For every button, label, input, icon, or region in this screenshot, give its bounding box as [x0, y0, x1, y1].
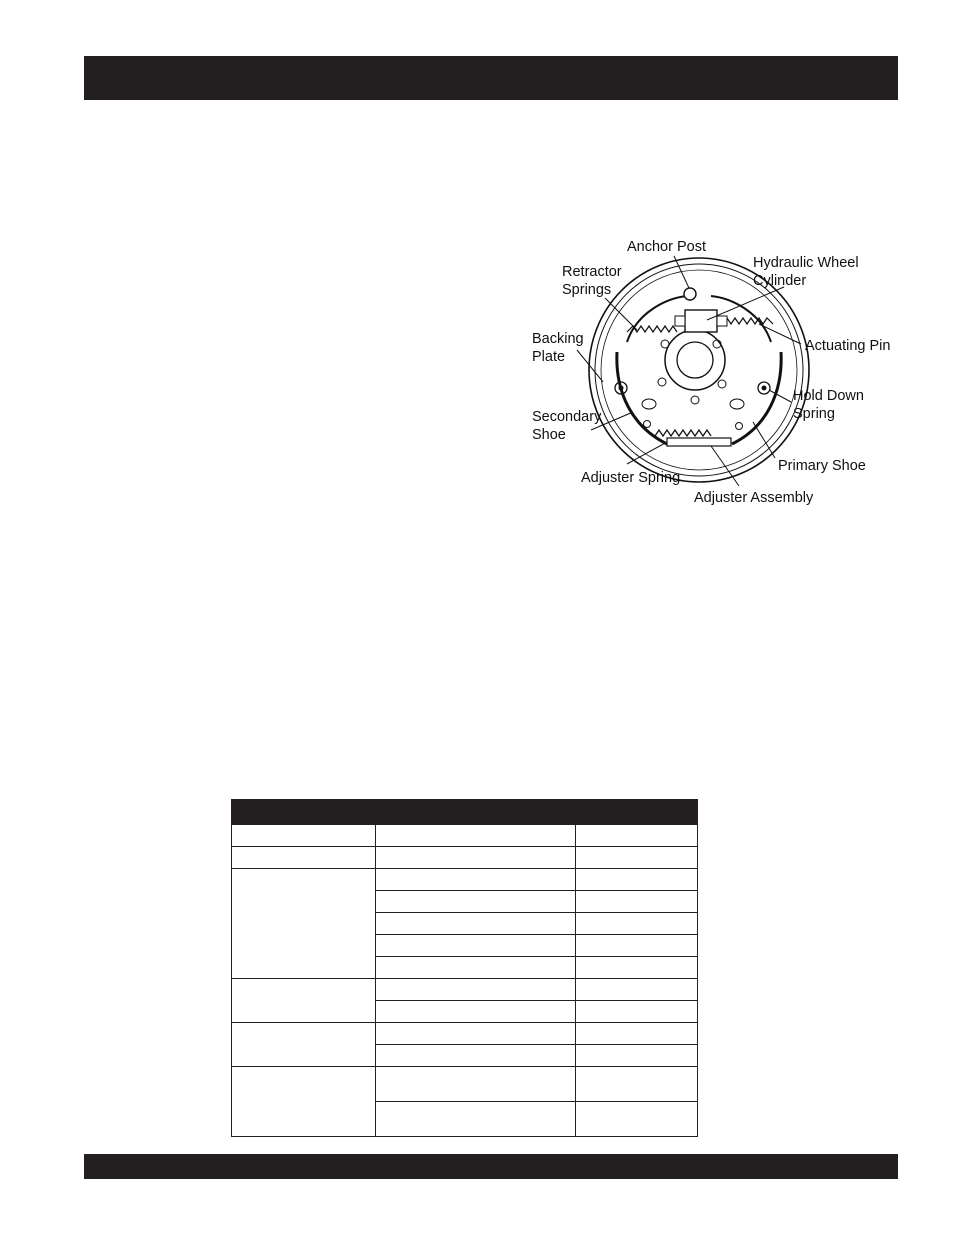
table-group-cell	[232, 1023, 376, 1067]
label-secondary-shoe-1: Secondary	[532, 409, 602, 425]
anchor-post	[684, 288, 696, 300]
plate-hole	[644, 421, 651, 428]
plate-hole	[736, 423, 743, 430]
table-cell	[232, 825, 376, 847]
wheel-cylinder	[685, 310, 717, 332]
table-cell	[576, 1023, 698, 1045]
table-cell	[576, 825, 698, 847]
table-header-row	[232, 800, 698, 825]
footer-band	[84, 1154, 898, 1179]
retractor-spring-right	[727, 318, 773, 324]
table-cell	[376, 1001, 576, 1023]
table-cell	[576, 1102, 698, 1137]
table-cell	[232, 847, 376, 869]
label-primary-shoe: Primary Shoe	[778, 458, 866, 474]
stud-hole	[658, 378, 666, 386]
table-cell	[576, 869, 698, 891]
label-secondary-shoe-2: Shoe	[532, 427, 566, 443]
table-cell	[576, 957, 698, 979]
brake-assembly-diagram	[527, 232, 891, 514]
label-hydraulic-wheel-cylinder-1: Hydraulic Wheel	[753, 255, 859, 271]
table-group-cell	[232, 979, 376, 1023]
adjuster-spring-coil	[655, 430, 711, 436]
label-backing-plate-2: Plate	[532, 349, 566, 365]
table-cell	[576, 1001, 698, 1023]
table-cell	[376, 1023, 576, 1045]
table-row	[232, 869, 698, 891]
label-actuating-pin: Actuating Pin	[805, 338, 891, 354]
label-hold-down-spring-2: Spring	[793, 406, 835, 422]
table-cell	[376, 979, 576, 1001]
table-row	[232, 825, 698, 847]
label-backing-plate-1: Backing	[532, 331, 584, 347]
label-retractor-springs-1: Retractor	[562, 264, 622, 280]
table-row	[232, 1067, 698, 1102]
stud-hole	[691, 396, 699, 404]
table-cell	[576, 979, 698, 1001]
table-group-cell	[232, 1067, 376, 1137]
table-cell	[376, 847, 576, 869]
table-cell	[376, 869, 576, 891]
label-hold-down-spring-1: Hold Down	[793, 388, 864, 404]
table-cell	[576, 1067, 698, 1102]
table-group-cell	[232, 869, 376, 979]
header-band	[84, 56, 898, 100]
table-cell	[376, 1102, 576, 1137]
table-cell	[576, 913, 698, 935]
adjuster-assembly-body	[667, 438, 731, 446]
hub-center	[677, 342, 713, 378]
table-cell	[376, 957, 576, 979]
table-cell	[376, 1045, 576, 1067]
hold-down-pin-left	[619, 386, 624, 391]
table-cell	[376, 825, 576, 847]
label-hydraulic-wheel-cylinder-2: Cylinder	[753, 273, 807, 289]
table-cell	[576, 891, 698, 913]
table-cell	[576, 935, 698, 957]
plate-slot	[642, 399, 656, 409]
actuating-pin-right	[717, 316, 727, 326]
primary-shoe-shape	[732, 352, 781, 444]
brake-drawing	[527, 232, 891, 514]
table-row	[232, 979, 698, 1001]
label-adjuster-spring: Adjuster Spring	[581, 470, 681, 486]
stud-hole	[661, 340, 669, 348]
table-cell	[576, 847, 698, 869]
label-anchor-post: Anchor Post	[627, 239, 706, 255]
table-cell	[576, 1045, 698, 1067]
table-cell	[376, 935, 576, 957]
label-retractor-springs-2: Springs	[562, 282, 612, 298]
table-cell	[376, 913, 576, 935]
plate-slot	[730, 399, 744, 409]
actuating-pin-left	[675, 316, 685, 326]
table-row	[232, 1023, 698, 1045]
table-row	[232, 847, 698, 869]
label-adjuster-assembly: Adjuster Assembly	[694, 490, 814, 506]
hold-down-pin-right	[762, 386, 767, 391]
table-header	[232, 800, 698, 825]
spec-table	[231, 799, 698, 1137]
table-cell	[376, 1067, 576, 1102]
table-cell	[376, 891, 576, 913]
stud-hole	[718, 380, 726, 388]
